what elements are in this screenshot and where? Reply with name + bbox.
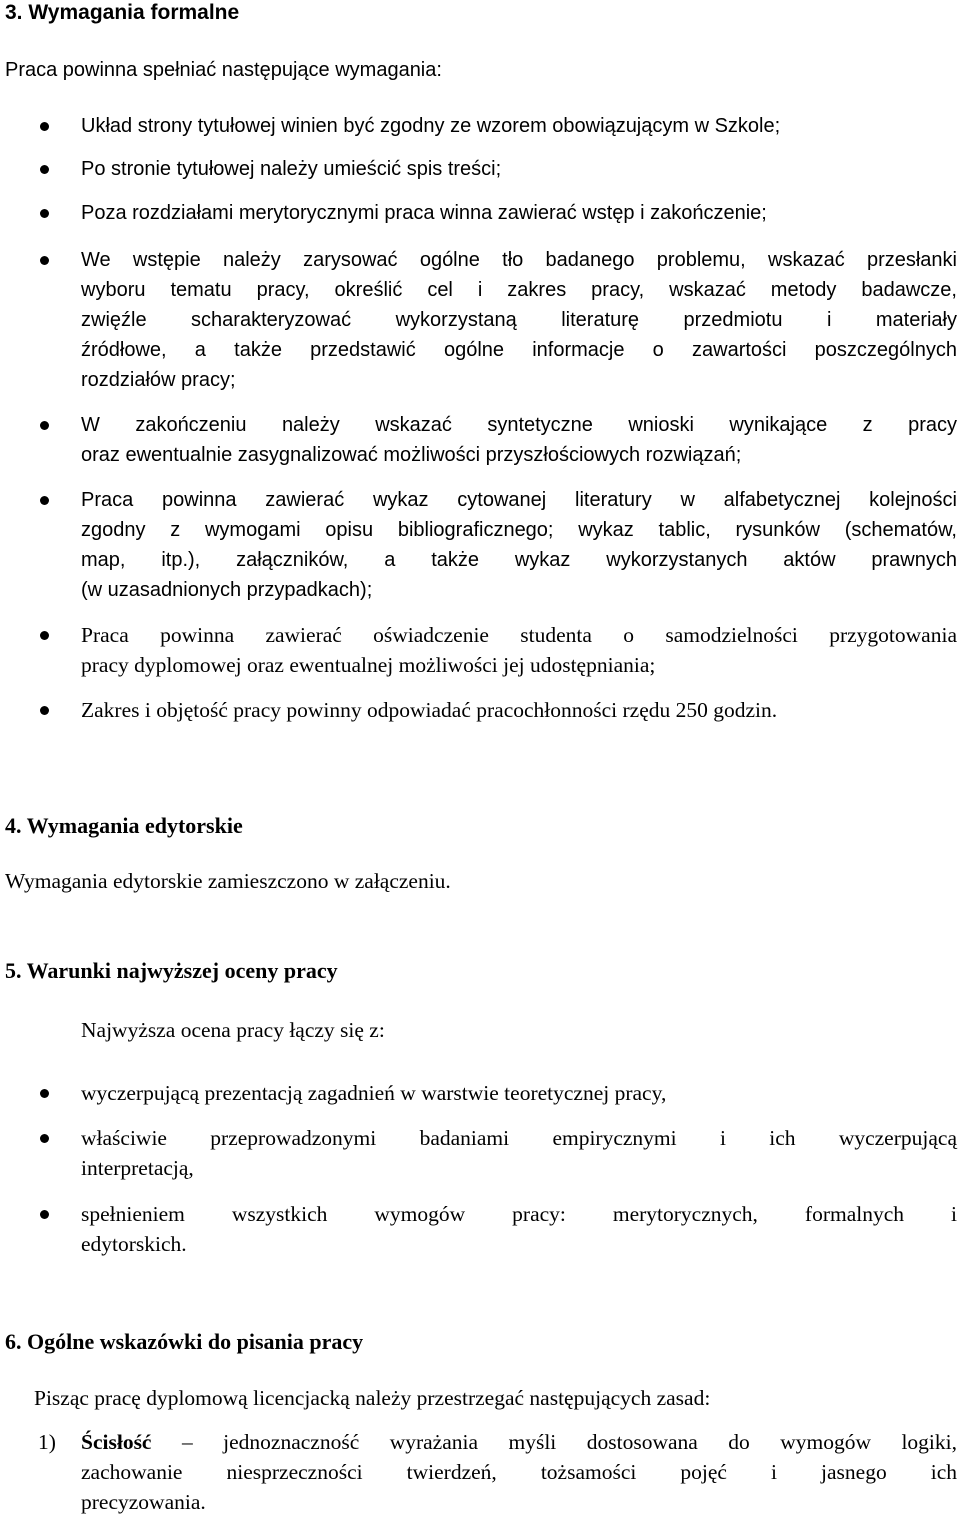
section-5-heading: 5. Warunki najwyższej oceny pracy — [5, 958, 338, 983]
list-item: W zakończeniu należy wskazać syntetyczne wnioski wynikające z pracy oraz ewentualnie zasygnalizować możliwości przyszłościowych rozwiązań; — [81, 414, 957, 466]
list-item: właściwie przeprowadzonymi badaniami empirycznymi i ich wyczerpującą interpretacją, — [81, 1126, 957, 1180]
list-item: Poza rozdziałami merytorycznymi praca winna zawierać wstęp i zakończenie; — [81, 202, 767, 224]
bullet-icon — [40, 1089, 49, 1098]
list-item: Praca powinna zawierać wykaz cytowanej literatury w alfabetycznej kolejności zgodny z wymogami opisu bibliograficznego; wykaz tablic, rysunków (schematów, map, itp.), załączników, a także wykaz wykorzystanych aktów prawnych (w uzasadnionych przypadkach); — [81, 489, 957, 601]
list-item: Zakres i objętość pracy powinny odpowiadać pracochłonności rzędu 250 godzin. — [81, 698, 778, 722]
list-number: 1) — [38, 1430, 56, 1454]
list-item: wyczerpującą prezentacją zagadnień w warstwie teoretycznej pracy, — [81, 1081, 667, 1105]
bullet-icon — [40, 1210, 49, 1219]
list-item: Praca powinna zawierać oświadczenie studenta o samodzielności przygotowania pracy dyplomowej oraz ewentualnej możliwości jej udostępniania; — [81, 623, 957, 677]
list-item: spełnieniem wszystkich wymogów pracy: merytorycznych, formalnych i edytorskich. — [81, 1202, 957, 1256]
bullet-icon — [40, 209, 49, 218]
bullet-icon — [40, 122, 49, 131]
section-6-heading: 6. Ogólne wskazówki do pisania pracy — [5, 1329, 364, 1354]
bullet-icon — [40, 496, 49, 505]
list-item: Po stronie tytułowej należy umieścić spis treści; — [81, 158, 502, 180]
section-3-intro: Praca powinna spełniać następujące wymagania: — [5, 59, 442, 81]
section-4-text: Wymagania edytorskie zamieszczono w załączeniu. — [5, 869, 451, 893]
section-3-heading: 3. Wymagania formalne — [5, 1, 240, 24]
bullet-icon — [40, 165, 49, 174]
bullet-icon — [40, 256, 49, 265]
list-item: We wstępie należy zarysować ogólne tło badanego problemu, wskazać przesłanki wyboru tematu pracy, określić cel i zakres pracy, wskazać metody badawcze, zwięźle scharakteryzować wykorzystaną literaturę przedmiotu i materiały źródłowe, a także przedstawić ogólne informacje o zawartości poszczególnych rozdziałów pracy; — [81, 249, 957, 391]
bullet-icon — [40, 706, 49, 715]
list-item: Ścisłość – jednoznaczność wyrażania myśli dostosowana do wymogów logiki, zachowanie niesprzeczności twierdzeń, tożsamości pojęć i jasnego ich precyzowania. — [81, 1430, 957, 1514]
section-4-heading: 4. Wymagania edytorskie — [5, 813, 243, 838]
bullet-icon — [40, 1134, 49, 1143]
term-bold: Ścisłość — [81, 1430, 152, 1454]
list-item: Układ strony tytułowej winien być zgodny ze wzorem obowiązującym w Szkole; — [81, 115, 781, 137]
section-6-intro: Pisząc pracę dyplomową licencjacką należy przestrzegać następujących zasad: — [34, 1386, 711, 1410]
bullet-icon — [40, 631, 49, 640]
section-5-intro: Najwyższa ocena pracy łączy się z: — [81, 1018, 385, 1042]
bullet-icon — [40, 421, 49, 430]
